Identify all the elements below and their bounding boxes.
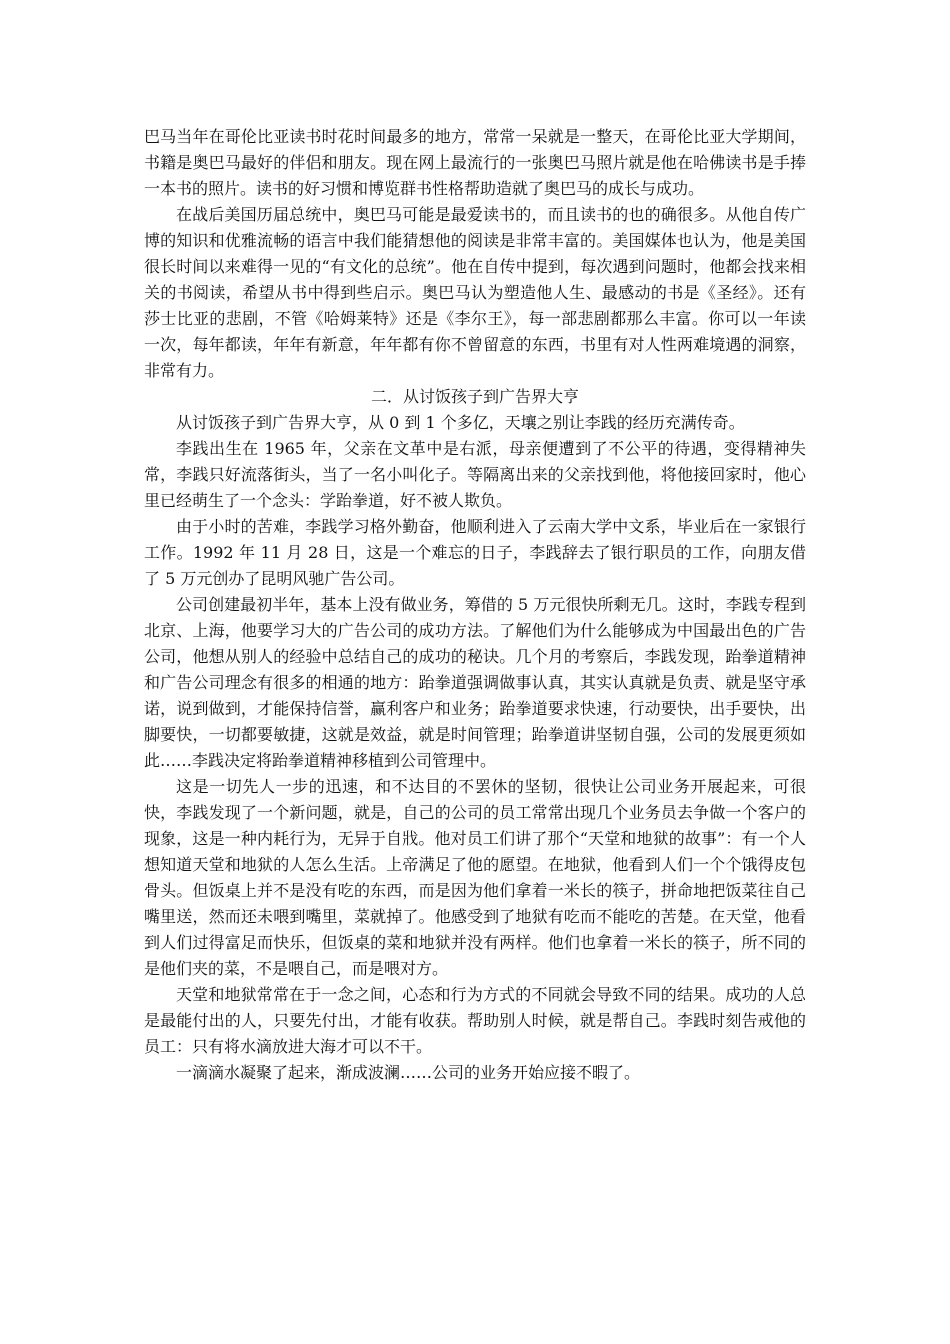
- section-heading: 二．从讨饭孩子到广告界大亨: [370, 387, 579, 406]
- paragraph-obama-reading-continued: 巴马当年在哥伦比亚读书时花时间最多的地方，常常一呆就是一整天，在哥伦比亚大学期间，书籍是奥巴马最好的伴侣和朋友。现在网上最流行的一张奥巴马照片就是他在哈佛读书是手捧一本书的照片。读书的好习惯和博览群书性格帮助造就了奥巴马的成长与成功。: [144, 127, 806, 198]
- paragraph-li-jian-university: 由于小时的苦难，李践学习格外勤奋，他顺利进入了云南大学中文系，毕业后在一家银行工作。1992 年 11 月 28 日，这是一个难忘的日子，李践辞去了银行职员的工作，向朋友借了 5 万元创办了昆明风驰广告公司。: [144, 517, 806, 588]
- paragraph-li-jian-childhood: 李践出生在 1965 年，父亲在文革中是右派，母亲便遭到了不公平的待遇，变得精神失常，李践只好流落街头，当了一名小叫化子。等隔离出来的父亲找到他，将他接回家时，他心里已经萌生了一个念头：学跆拳道，好不被人欺负。: [144, 439, 806, 510]
- paragraph-company-founding: 公司创建最初半年，基本上没有做业务，筹借的 5 万元很快所剩无几。这时，李践专程到北京、上海，他要学习大的广告公司的成功方法。了解他们为什么能够成为中国最出色的广告公司，他想从别人的经验中总结自己的成功的秘诀。几个月的考察后，李践发现，跆拳道精神和广告公司理念有很多的相通的地方：跆拳道强调做事认真，其实认真就是负责、就是坚守承诺，说到做到，才能保持信誉，赢利客户和业务；跆拳道要求快速，行动要快，出手要快，出脚要快，一切都要敏捷，这就是效益，就是时间管理；跆拳道讲坚韧自强，公司的发展更须如此……李践决定将跆拳道精神移植到公司管理中。: [144, 595, 806, 770]
- paragraph-heaven-hell-story: 这是一切先人一步的迅速，和不达目的不罢休的坚韧，很快让公司业务开展起来，可很快，李践发现了一个新问题，就是，自己的公司的员工常常出现几个业务员去争做一个客户的现象，这是一种内耗行为，无异于自戕。他对员工们讲了那个“天堂和地狱的故事”：有一个人想知道天堂和地狱的人怎么生活。上帝满足了他的愿望。在地狱，他看到人们一个个饿得皮包骨头。但饭桌上并不是没有吃的东西，而是因为他们拿着一米长的筷子，拼命地把饭菜往自己嘴里送，然而还未喂到嘴里，菜就掉了。他感受到了地狱有吃而不能吃的苦楚。在天堂，他看到人们过得富足而快乐，但饭桌的菜和地狱并没有两样。他们也拿着一米长的筷子，所不同的是他们夹的菜，不是喂自己，而是喂对方。: [144, 777, 806, 978]
- paragraph-obama-president: 在战后美国历届总统中，奥巴马可能是最爱读书的，而且读书的也的确很多。从他自传广博的知识和优雅流畅的语言中我们能猜想他的阅读是非常丰富的。美国媒体也认为，他是美国很长时间以来难得一见的“有文化的总统”。他在自传中提到，每次遇到问题时，他都会找来相关的书阅读，希望从书中得到些启示。奥巴马认为塑造他人生、最感动的书是《圣经》。还有莎士比亚的悲剧，不管《哈姆莱特》还是《李尔王》，每一部悲剧都那么丰富。你可以一年读一次，每年都读，年年有新意，年年都有你不曾留意的东西，书里有对人性两难境遇的洞察，非常有力。: [144, 205, 806, 380]
- paragraph-business-growth: 一滴滴水凝聚了起来，渐成波澜……公司的业务开始应接不暇了。: [176, 1063, 641, 1082]
- paragraph-li-jian-intro: 从讨饭孩子到广告界大亨，从 0 到 1 个多亿，天壤之别让李践的经历充满传奇。: [176, 413, 745, 432]
- document-page: [144, 124, 806, 1086]
- paragraph-heaven-hell-lesson: 天堂和地狱常常在于一念之间，心态和行为方式的不同就会导致不同的结果。成功的人总是最能付出的人，只要先付出，才能有收获。帮助别人时候，就是帮自己。李践时刻告戒他的员工：只有将水滴放进大海才可以不干。: [144, 985, 806, 1056]
